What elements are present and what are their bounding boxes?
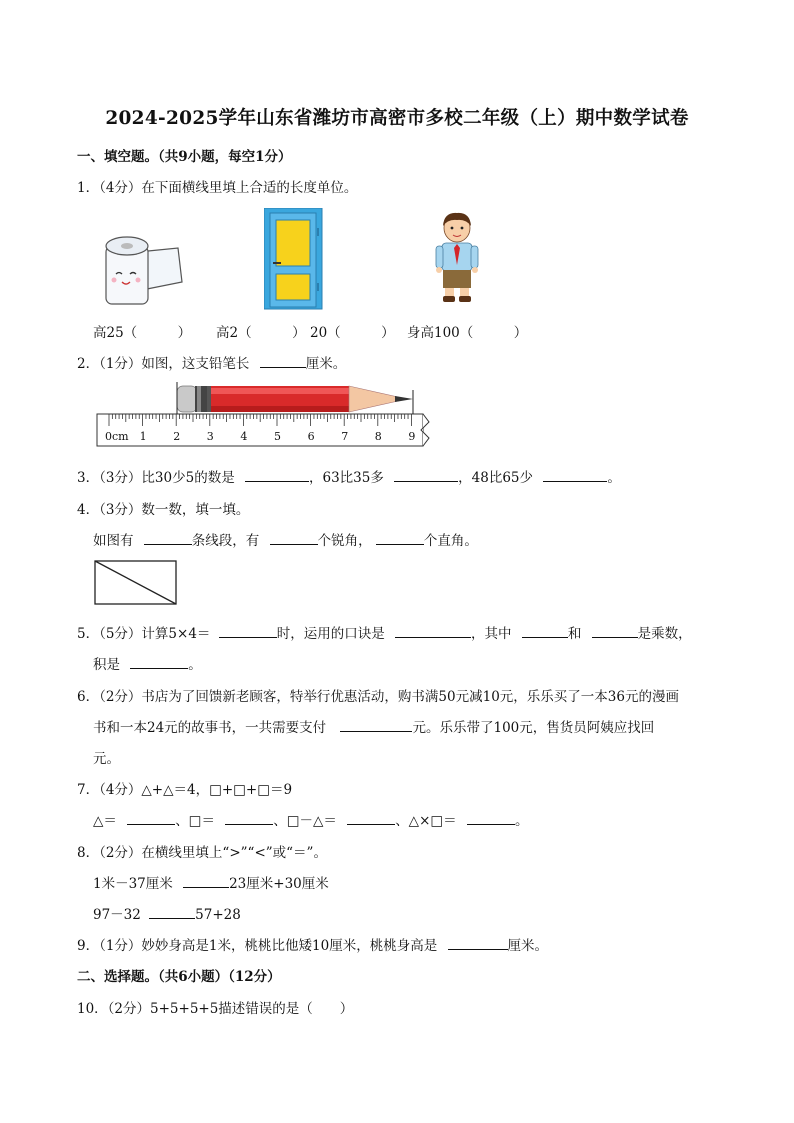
q7-part-a: △＝ <box>93 813 117 829</box>
question-3 <box>77 466 621 486</box>
ruler-label: 6 <box>307 430 315 443</box>
answer-blank[interactable] <box>543 467 607 482</box>
q6-part-b: 元。乐乐带了100元，售货员阿姨应找回 <box>412 720 655 736</box>
q1-label-toilet-paper: 高25（ ） <box>93 325 192 341</box>
q8-row2-left: 97－32 <box>93 907 141 923</box>
q7-part-d: 、△×□＝ <box>395 813 457 829</box>
ruler-label: 0cm <box>105 430 129 443</box>
door-image <box>264 208 324 310</box>
page-title: 2024-2025学年山东省潍坊市高密市多校二年级（上）期中数学试卷 <box>105 108 689 129</box>
ruler-label: 4 <box>240 430 248 443</box>
answer-blank[interactable] <box>270 530 318 545</box>
section-heading-fill-in: 一、填空题。（共9小题，每空1分） <box>77 149 292 165</box>
answer-blank[interactable] <box>127 810 175 825</box>
toilet-paper-image <box>98 230 188 310</box>
ruler-label: 8 <box>374 430 382 443</box>
q3-part-c: ，48比65少 <box>458 470 534 486</box>
q4-part-c: 个锐角， <box>317 533 372 549</box>
q3-part-d: 。 <box>607 470 621 486</box>
q8-row2-right: 57+28 <box>195 907 241 923</box>
q3-part-b: ，63比35多 <box>309 470 384 486</box>
answer-blank[interactable] <box>395 623 471 638</box>
q5-part-d: 和 <box>567 626 582 642</box>
answer-blank[interactable] <box>347 810 395 825</box>
ruler-label: 3 <box>206 430 214 443</box>
question-5 <box>77 622 692 642</box>
question-6-line2 <box>93 716 654 736</box>
q8-row1-left: 1米－37厘米 <box>93 876 173 892</box>
answer-blank[interactable] <box>130 654 188 669</box>
answer-blank[interactable] <box>144 530 192 545</box>
answer-blank[interactable] <box>245 467 309 482</box>
answer-blank[interactable] <box>522 623 568 638</box>
q4-part-a: 如图有 <box>93 533 134 549</box>
q5-part-f: 积是 <box>93 657 120 673</box>
q5-part-b: 时，运用的口诀是 <box>276 626 385 642</box>
q1-label-door: 高2（ ） <box>216 325 306 341</box>
q9-part-b: 厘米。 <box>507 938 548 954</box>
answer-blank[interactable] <box>225 810 273 825</box>
q5-part-a: 5．（5分）计算5×4＝ <box>77 626 211 642</box>
q8-row1-right: 23厘米+30厘米 <box>229 876 329 892</box>
section-heading-choice: 二、选择题。（共6小题）（12分） <box>77 969 281 985</box>
q7-part-c: 、□－△＝ <box>273 813 337 829</box>
answer-blank[interactable] <box>260 353 306 368</box>
q4-part-b: 条线段，有 <box>191 533 260 549</box>
q5-part-c: ，其中 <box>471 626 512 642</box>
q1-label-boy: 身高100（ ） <box>407 325 528 341</box>
ruler-label: 9 <box>408 430 416 443</box>
pencil-ruler-figure <box>95 382 435 448</box>
q3-part-a: 3．（3分）比30少5的数是 <box>77 470 235 486</box>
ruler-label: 7 <box>341 430 349 443</box>
q7-part-b: 、□＝ <box>175 813 215 829</box>
answer-blank[interactable] <box>340 717 412 732</box>
answer-blank[interactable] <box>149 904 195 919</box>
answer-blank[interactable] <box>183 873 229 888</box>
rectangle-diagonal-figure <box>94 560 178 606</box>
q6-part-a: 书和一本24元的故事书，一共需要支付 <box>93 720 327 736</box>
question-4-blanks <box>93 529 478 549</box>
answer-blank[interactable] <box>467 810 515 825</box>
boy-image <box>432 210 482 304</box>
q4-part-d: 个直角。 <box>423 533 478 549</box>
question-8-row1 <box>93 872 329 892</box>
question-9 <box>77 934 548 954</box>
question-1: 1．（4分）在下面横线里填上合适的长度单位。 <box>77 180 358 196</box>
question-4: 4．（3分）数一数，填一填。 <box>77 502 250 518</box>
question-7-blanks <box>93 809 528 829</box>
answer-blank[interactable] <box>219 623 277 638</box>
question-8: 8．（2分）在横线里填上“>”“<”或“＝”。 <box>77 845 327 861</box>
question-2 <box>77 352 346 372</box>
answer-blank[interactable] <box>448 935 508 950</box>
q5-part-e: 是乘数， <box>637 626 692 642</box>
q9-part-a: 9．（1分）妙妙身高是1米，桃桃比他矮10厘米，桃桃身高是 <box>77 938 438 954</box>
ruler-label: 5 <box>274 430 281 443</box>
ruler-label: 1 <box>139 430 147 443</box>
answer-blank[interactable] <box>376 530 424 545</box>
q2-unit: 厘米。 <box>305 356 347 372</box>
q7-part-e: 。 <box>514 813 529 829</box>
question-6-line1: 6．（2分）书店为了回馈新老顾客，特举行优惠活动，购书满50元减10元，乐乐买了一本36元的漫画 <box>77 689 679 705</box>
q2-text: 2．（1分）如图，这支铅笔长 <box>77 356 250 372</box>
question-10: 10．（2分）5+5+5+5描述错误的是（ ） <box>77 1001 354 1017</box>
answer-blank[interactable] <box>394 467 458 482</box>
answer-blank[interactable] <box>592 623 638 638</box>
q1-label-door-width: 20（ ） <box>310 325 395 341</box>
q5-part-g: 。 <box>188 657 202 673</box>
question-8-row2 <box>93 903 241 923</box>
question-7: 7．（4分）△+△＝4，□+□+□＝9 <box>77 782 293 798</box>
question-5-cont <box>93 653 202 673</box>
question-6-line3: 元。 <box>93 751 120 767</box>
ruler-label: 2 <box>173 430 181 443</box>
